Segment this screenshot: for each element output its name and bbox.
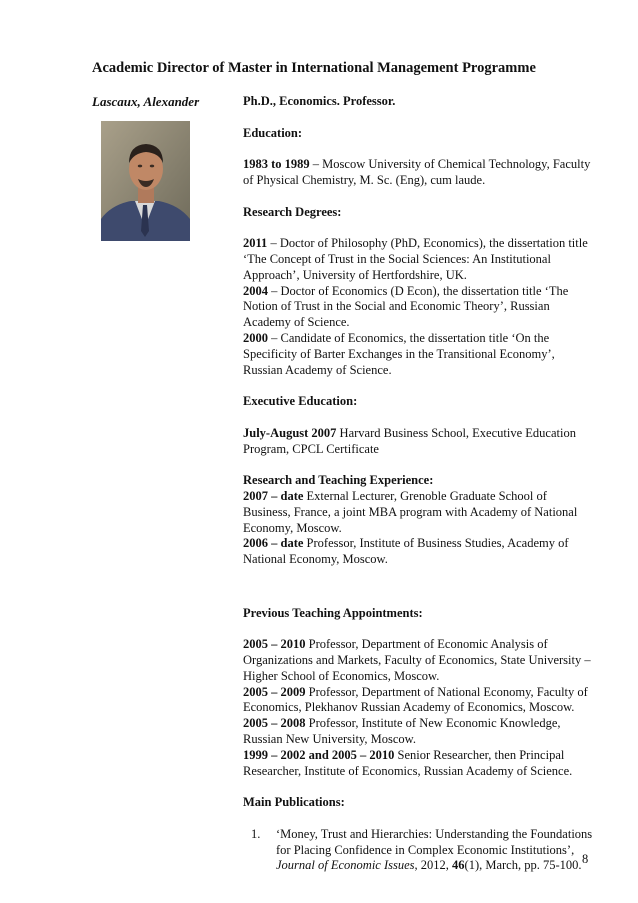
- entry-text: Professor, Department of Economic Analysis of Organizations and Markets, Faculty of Economics, State University – Higher School of Economics, Moscow.: [243, 637, 591, 683]
- research-degree-entry: [243, 284, 595, 331]
- page-number: 8: [582, 852, 589, 866]
- previous-teaching-entry: [243, 637, 595, 684]
- education-entry: [243, 157, 595, 189]
- entry-date: 1983 to 1989: [243, 157, 310, 172]
- executive-education-entry: [243, 426, 595, 458]
- experience-heading: Research and Teaching Experience:: [243, 473, 434, 488]
- entry-text: External Lecturer, Grenoble Graduate School of Business, France, a joint MBA program with Academy of National Economy, Moscow.: [243, 488, 578, 535]
- experience-entry: [243, 536, 595, 568]
- entry-date: 2005 – 2010: [243, 637, 306, 652]
- education-heading: Education:: [243, 125, 303, 140]
- entry-date: 1999 – 2002 and 2005 – 2010: [243, 747, 395, 762]
- publications-heading: Main Publications:: [243, 795, 345, 810]
- publication-journal: Journal of Economic Issues: [276, 858, 415, 873]
- publication-number: 1.: [251, 826, 261, 841]
- research-degree-entry: [243, 236, 595, 283]
- entry-text: Professor, Institute of New Economic Knowledge, Russian New University, Moscow.: [243, 716, 561, 747]
- previous-teaching-entry: [243, 716, 595, 748]
- entry-text: – Candidate of Economics, the dissertation title ‘On the Specificity of Barter Exchanges in the Transitional Economy’, Russian Academy of Science.: [243, 330, 555, 377]
- entry-date: 2005 – 2009: [243, 684, 306, 699]
- entry-date: 2005 – 2008: [243, 716, 306, 731]
- experience-entry: [243, 489, 595, 536]
- research-degrees-heading: Research Degrees:: [243, 204, 342, 219]
- page-title: Academic Director of Master in International Management Programme: [92, 60, 536, 76]
- cv-body: [243, 94, 595, 874]
- entry-date: 2004: [243, 283, 268, 298]
- entry-date: July-August 2007: [243, 425, 337, 440]
- research-degree-entry: [243, 331, 595, 378]
- entry-date: 2000: [243, 330, 268, 345]
- previous-teaching-entry: [243, 748, 595, 780]
- executive-education-heading: Executive Education:: [243, 394, 358, 409]
- entry-text: Professor, Department of National Economy, Faculty of Economics, Plekhanov Russian Academy of Economics, Moscow.: [243, 684, 588, 715]
- publication-item: [251, 827, 595, 874]
- entry-text: – Doctor of Philosophy (PhD, Economics), the dissertation title ‘The Concept of Trust in the Social Sciences: An Institutional Approach’, University of Hertfordshire, UK.: [243, 236, 588, 282]
- entry-date: 2011: [243, 236, 268, 251]
- publication-year: , 2012,: [414, 858, 453, 873]
- publication-citation: [276, 827, 595, 874]
- entry-text: Professor, Institute of Business Studies, Academy of National Economy, Moscow.: [243, 536, 569, 567]
- portrait-photo: [101, 121, 190, 241]
- entry-date: 2007 – date: [243, 488, 304, 503]
- entry-text: Harvard Business School, Executive Education Program, CPCL Certificate: [243, 425, 576, 456]
- previous-teaching-heading: Previous Teaching Appointments:: [243, 605, 423, 620]
- publication-title: ‘Money, Trust and Hierarchies: Understanding the Foundations for Placing Confidence in Complex Economic Institutions’,: [276, 826, 593, 857]
- publication-volume: 46: [452, 858, 465, 873]
- entry-date: 2006 – date: [243, 536, 304, 551]
- degree-line: Ph.D., Economics. Professor.: [243, 94, 396, 108]
- person-name: Lascaux, Alexander: [92, 94, 200, 109]
- entry-text: – Moscow University of Chemical Technology, Faculty of Physical Chemistry, M. Sc. (Eng), cum laude.: [243, 157, 591, 187]
- entry-text: – Doctor of Economics (D Econ), the dissertation title ‘The Notion of Trust in the Social and Economic Theory’, Russian Academy of Science.: [243, 283, 569, 330]
- entry-text: Senior Researcher, then Principal Researcher, Institute of Economics, Russian Academy of Science.: [243, 747, 573, 778]
- publication-rest: (1), March, pp. 75-100.: [464, 858, 582, 873]
- previous-teaching-entry: [243, 685, 595, 717]
